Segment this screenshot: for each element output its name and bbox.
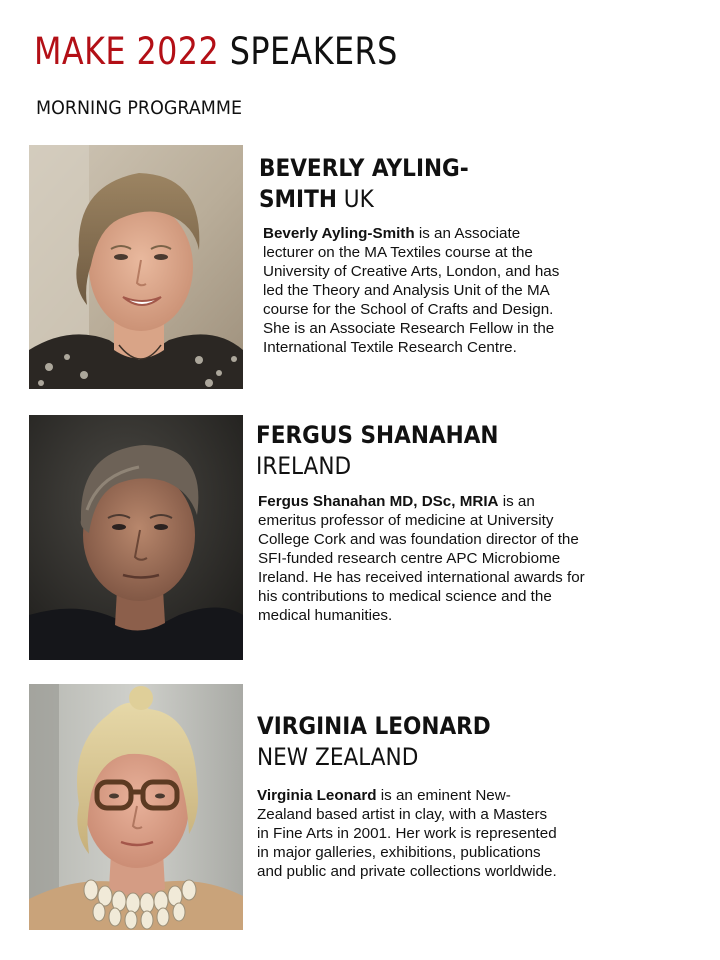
- speaker-photo-beverly: [29, 145, 243, 389]
- speaker-name-virginia: [257, 711, 491, 773]
- speaker-name-line1: FERGUS SHANAHAN: [256, 421, 499, 449]
- speaker-photo-virginia: [29, 684, 243, 930]
- page-title: [34, 30, 398, 73]
- speaker-bio-bold: Virginia Leonard: [257, 787, 377, 804]
- speaker-bio-text: is an eminent New-Zealand based artist in clay, with a Masters in Fine Arts in 2001. Her work is represented in major galleries, exhibitions, publications and public and private collections worldwide.: [257, 787, 557, 880]
- speaker-name-beverly: [259, 153, 469, 215]
- speaker-country: UK: [343, 185, 374, 213]
- speaker-country: IRELAND: [256, 452, 352, 480]
- speaker-country: NEW ZEALAND: [257, 743, 419, 771]
- speaker-bio-fergus: [258, 492, 596, 625]
- speaker-bio-text: is an emeritus professor of medicine at University College Cork and was foundation director of the SFI-funded research centre APC Microbiome Ireland. He has received international awards for his contributions to medical science and the medical humanities.: [258, 493, 585, 624]
- speaker-bio-bold: Fergus Shanahan MD, DSc, MRIA: [258, 493, 499, 510]
- title-accent: MAKE 2022: [34, 30, 220, 73]
- title-rest: SPEAKERS: [229, 30, 398, 73]
- speaker-bio-text: is an Associate lecturer on the MA Textiles course at the University of Creative Arts, London, and has led the Theory and Analysis Unit of the MA course for the School of Crafts and Design. She is an Associate Research Fellow in the International Textile Research Centre.: [263, 225, 560, 356]
- speaker-name-fergus: [256, 420, 499, 482]
- speaker-photo-fergus: [29, 415, 243, 660]
- speaker-bio-virginia: [257, 786, 557, 881]
- speaker-bio-bold: Beverly Ayling-Smith: [263, 225, 415, 242]
- speaker-name-line2: SMITH: [259, 185, 337, 213]
- speaker-name-line1: VIRGINIA LEONARD: [257, 712, 491, 740]
- speaker-name-line1: BEVERLY AYLING-: [259, 154, 469, 182]
- speaker-bio-beverly: [263, 224, 563, 357]
- page-subtitle: MORNING PROGRAMME: [36, 97, 242, 119]
